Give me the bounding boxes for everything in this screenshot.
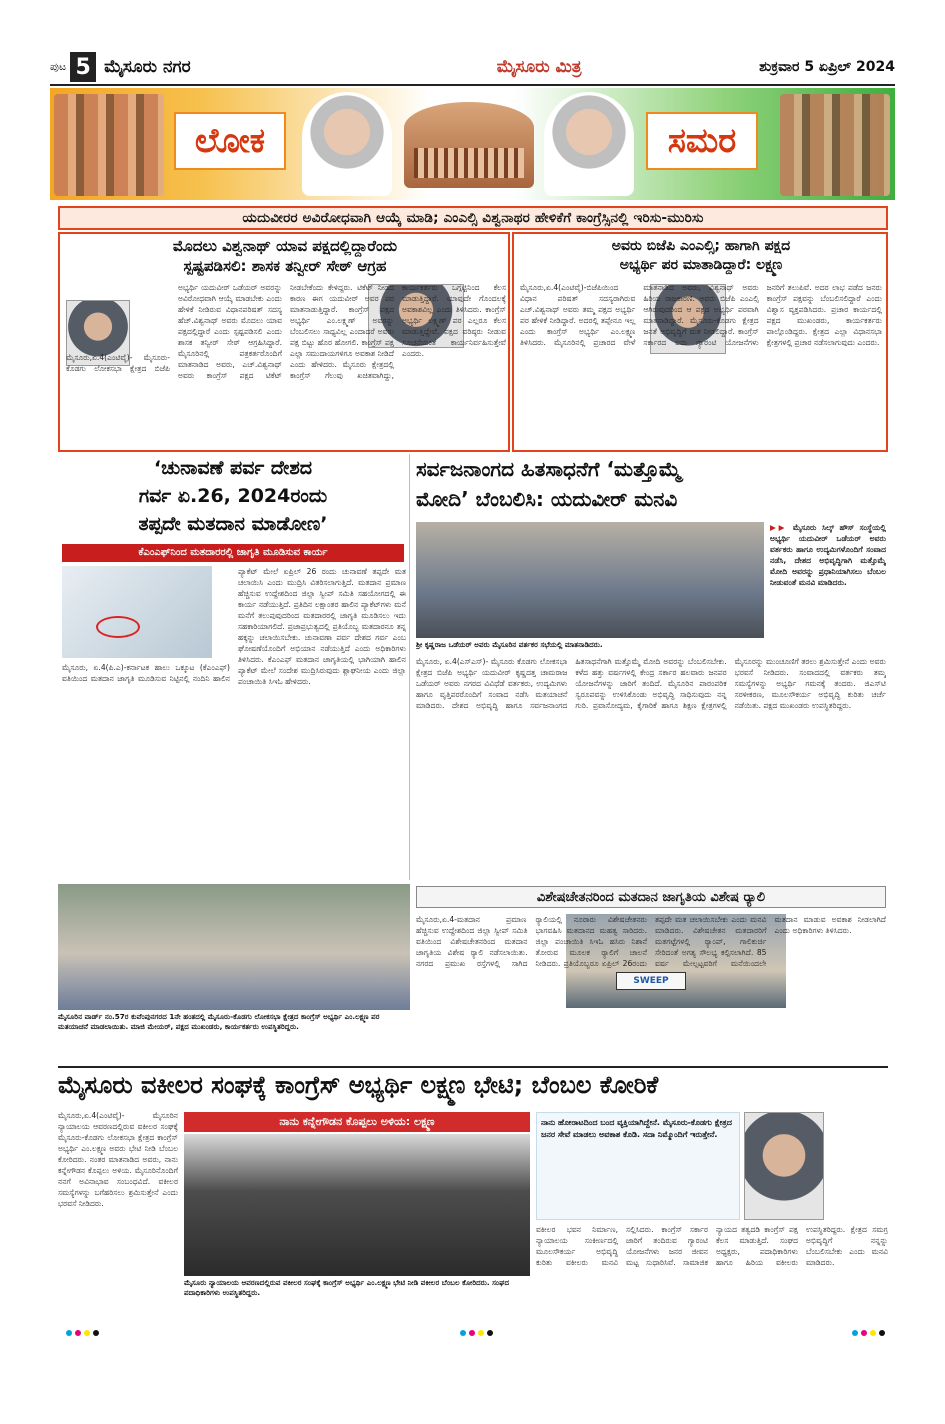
campaign-photo [58,884,410,1010]
story1-body [66,282,506,448]
story1-body-text: ಮೈಸೂರು,ಏ.4(ಎಂಟಿವೈ)- ಮೈಸೂರು-ಕೊಡಗು ಲೋಕಸಭಾ ಕ್ಷೇತ್ರದ ಬಿಜೆಪಿ ಅಭ್ಯರ್ಥಿ ಯದುವೀರ್ ಒಡೆಯರ್ ಅವರನ್ನು ಅವಿರೋಧವಾಗಿ ಆಯ್ಕೆ ಮಾಡಬೇಕು ಎಂದು ಹೇಳಿಕೆ ನೀಡಿರುವ ವಿಧಾನಪರಿಷತ್ ಸದಸ್ಯ ಹೆಚ್.ವಿಶ್ವನಾಥ್ ಅವರು ಮೊದಲು ಯಾವ ಪಕ್ಷದಲ್ಲಿದ್ದಾರೆ ಎಂದು ಸ್ಪಷ್ಟಪಡಿಸಲಿ ಎಂದು ಶಾಸಕ ತನ್ವೀರ್ ಸೇಠ್ ಆಗ್ರಹಿಸಿದ್ದಾರೆ. ಮೈಸೂರಿನಲ್ಲಿ ಪತ್ರಕರ್ತರೊಂದಿಗೆ ಮಾತನಾಡಿದ ಅವರು, ಎಚ್.ವಿಶ್ವನಾಥ್ ಅವರು ಕಾಂಗ್ರೆಸ್ ಪಕ್ಷದ ಟಿಕೆಟ್ ನೀಡಬೇಕೆಂದು ಕೇಳಿದ್ದರು. ಟಿಕೆಟ್ ನೀಡದ ಕಾರಣ ಈಗ ಯದುವೀರ್ ಅವರ ಪರ ಮಾತನಾಡುತ್ತಿದ್ದಾರೆ. ಕಾಂಗ್ರೆಸ್ ಪಕ್ಷದ ಅಭ್ಯರ್ಥಿ ಎಂ.ಲಕ್ಷ್ಮಣ್ ಅವರನ್ನು ಬೆಂಬಲಿಸಲು ಸಾಧ್ಯವಿಲ್ಲ ಎಂದಾದರೆ ಅವರು ಪಕ್ಷ ಬಿಟ್ಟು ಹೊರ ಹೋಗಲಿ. ಕಾಂಗ್ರೆಸ್ ಪಕ್ಷ ಎಲ್ಲಾ ಸಮುದಾಯಗಳಿಗೂ ಅವಕಾಶ ನೀಡಿದೆ ಎಂದು ಹೇಳಿದರು. ಮೈಸೂರು ಕ್ಷೇತ್ರದಲ್ಲಿ ಕಾಂಗ್ರೆಸ್ ಗೆಲುವು ಖಚಿತವಾಗಿದ್ದು, ಕಾರ್ಯಕರ್ತರು ಒಗ್ಗಟ್ಟಿನಿಂದ ಕೆಲಸ ಮಾಡುತ್ತಿದ್ದಾರೆ. ಯಾವುದೇ ಗೊಂದಲಕ್ಕೆ ಅವಕಾಶವಿಲ್ಲ ಎಂದು ತಿಳಿಸಿದರು. ಕಾಂಗ್ರೆಸ್ ಅಭ್ಯರ್ಥಿ ಲಕ್ಷ್ಮಣ್ ಪರ ಎಲ್ಲರೂ ಕೆಲಸ ಮಾಡುತ್ತಿದ್ದೇವೆ. ಪಕ್ಷದ ವರಿಷ್ಠರು ನೀಡುವ ಸೂಚನೆಯಂತೆ ಕಾರ್ಯನಿರ್ವಹಿಸುತ್ತೇವೆ ಎಂದರು. [66,283,506,380]
leader-photo-left [302,92,392,196]
campaign-photo-caption: ಮೈಸೂರಿನ ವಾರ್ಡ್ ನಂ.57ರ ಕುವೆಂಪುನಗರದ 1ನೇ ಹಂತದಲ್ಲಿ ಮೈಸೂರು-ಕೊಡಗು ಲೋಕಸಭಾ ಕ್ಷೇತ್ರದ ಕಾಂಗ್ರೆಸ್ ಅಭ್ಯರ್ಥಿ ಎಂ.ಲಕ್ಷ್ಮಣ ಪರ ಮತಯಾಚನೆ ಮಾಡಲಾಯಿತು. ಮಾಜಿ ಮೇಯರ್, ಪಕ್ಷದ ಮುಖಂಡರು, ಕಾರ್ಯಕರ್ತರು ಉಪಸ್ಥಿತರಿದ್ದರು. [58,1012,380,1032]
story4-headline-line2: ಮೋದಿ’ ಬೆಂಬಲಿಸಿ: ಯದುವೀರ್ ಮನವಿ [416,487,678,511]
story5-headline: ವಿಶೇಷಚೇತನರಿಂದ ಮತದಾನ ಜಾಗೃತಿಯ ವಿಶೇಷ ರ‍್ಯಾಲಿ [416,886,886,908]
story3-body [62,566,406,876]
banner-word-left: ಲೋಕ [174,112,286,170]
story2-body: ಮೈಸೂರು,ಏ.4(ಎಂಟಿವೈ)-ಬಿಜೆಪಿಯಿಂದ ವಿಧಾನ ಪರಿಷತ್ ಸದಸ್ಯರಾಗಿರುವ ಎಚ್.ವಿಶ್ವನಾಥ್ ಅವರು ತಮ್ಮ ಪಕ್ಷದ ಅಭ್ಯರ್ಥಿ ಪರ ಹೇಳಿಕೆ ನೀಡಿದ್ದಾರೆ. ಅದರಲ್ಲಿ ತಪ್ಪೇನೂ ಇಲ್ಲ ಎಂದು ಕಾಂಗ್ರೆಸ್ ಅಭ್ಯರ್ಥಿ ಎಂ.ಲಕ್ಷ್ಮಣ ತಿಳಿಸಿದರು. ಮೈಸೂರಿನಲ್ಲಿ ಪ್ರಚಾರದ ವೇಳೆ ಮಾತನಾಡಿದ ಅವರು, ವಿಶ್ವನಾಥ್ ಅವರು ಹಿರಿಯ ರಾಜಕಾರಣಿ. ಅವರು ಬಿಜೆಪಿ ಎಂಎಲ್ಸಿ ಆಗಿರುವುದರಿಂದ ಆ ಪಕ್ಷದ ಅಭ್ಯರ್ಥಿ ಪರವಾಗಿ ಮಾತನಾಡಿದ್ದಾರೆ. ಮೈಸೂರು-ಕೊಡಗು ಕ್ಷೇತ್ರದ ಜನತೆ ಅಭಿವೃದ್ಧಿಗೆ ಮತ ನೀಡಲಿದ್ದಾರೆ. ಕಾಂಗ್ರೆಸ್ ಸರ್ಕಾರದ ಐದು ಗ್ಯಾರಂಟಿ ಯೋಜನೆಗಳು ಜನರಿಗೆ ತಲುಪಿವೆ. ಅದರ ಲಾಭ ಪಡೆದ ಜನರು ಕಾಂಗ್ರೆಸ್ ಪಕ್ಷವನ್ನು ಬೆಂಬಲಿಸಲಿದ್ದಾರೆ ಎಂದು ವಿಶ್ವಾಸ ವ್ಯಕ್ತಪಡಿಸಿದರು. ಪ್ರಚಾರ ಕಾರ್ಯದಲ್ಲಿ ಪಕ್ಷದ ಮುಖಂಡರು, ಕಾರ್ಯಕರ್ತರು ಪಾಲ್ಗೊಂಡಿದ್ದರು. ಕ್ಷೇತ್ರದ ಎಲ್ಲಾ ವಿಧಾನಸಭಾ ಕ್ಷೇತ್ರಗಳಲ್ಲಿ ಪ್ರಚಾರ ನಡೆಸಲಾಗುವುದು ಎಂದರು. [520,283,882,347]
story-lakshmana-reply [512,232,888,452]
yaduveer-meeting-photo [416,522,764,638]
story4-side-text [770,522,886,638]
newspaper-page [50,50,895,1374]
story5-body [416,914,886,1060]
story2-headline-line2: ಅಭ್ಯರ್ಥಿ ಪರ ಮಾತಾಡಿದ್ದಾರೆ: ಲಕ್ಷ್ಮಣ [619,257,783,273]
story6-headline: ಮೈಸೂರು ವಕೀಲರ ಸಂಘಕ್ಕೆ ಕಾಂಗ್ರೆಸ್ ಅಭ್ಯರ್ಥಿ ಲಕ್ಷ್ಮಣ ಭೇಟಿ; ಬೆಂಬಲ ಕೋರಿಕೆ [58,1071,659,1099]
story4-body: ಮೈಸೂರು, ಏ.4(ಎಸ್‌ಎಸ್)- ಮೈಸೂರು ಕೊಡಗು ಲೋಕಸಭಾ ಕ್ಷೇತ್ರದ ಬಿಜೆಪಿ ಅಭ್ಯರ್ಥಿ ಯದುವೀರ್ ಕೃಷ್ಣದತ್ತ ಚಾಮರಾಜ ಒಡೆಯರ್ ಅವರು ನಗರದ ವಿವಿಧೆಡೆ ವರ್ತಕರು, ಉದ್ಯಮಿಗಳು ಹಾಗೂ ವೃತ್ತಿಪರರೊಂದಿಗೆ ಸಂವಾದ ನಡೆಸಿ ಮತಯಾಚನೆ ಮಾಡಿದರು. ದೇಶದ ಅಭಿವೃದ್ಧಿ ಹಾಗೂ ಸರ್ವಜನಾಂಗದ ಹಿತಸಾಧನೆಗಾಗಿ ಮತ್ತೊಮ್ಮೆ ಮೋದಿ ಅವರನ್ನು ಬೆಂಬಲಿಸಬೇಕು. ಕಳೆದ ಹತ್ತು ವರ್ಷಗಳಲ್ಲಿ ಕೇಂದ್ರ ಸರ್ಕಾರ ಹಲವಾರು ಜನಪರ ಯೋಜನೆಗಳನ್ನು ಜಾರಿಗೆ ತಂದಿದೆ. ಮೈಸೂರಿನ ಪಾರಂಪರಿಕ ಸ್ವರೂಪವನ್ನು ಉಳಿಸಿಕೊಂಡು ಅಭಿವೃದ್ಧಿ ಸಾಧಿಸುವುದು ನನ್ನ ಗುರಿ. ಪ್ರವಾಸೋದ್ಯಮ, ಕೈಗಾರಿಕೆ ಹಾಗೂ ಶಿಕ್ಷಣ ಕ್ಷೇತ್ರಗಳಲ್ಲಿ ಮೈಸೂರನ್ನು ಮುಂಚೂಣಿಗೆ ತರಲು ಶ್ರಮಿಸುತ್ತೇನೆ ಎಂದು ಅವರು ಭರವಸೆ ನೀಡಿದರು. ಸಂವಾದದಲ್ಲಿ ವರ್ತಕರು ತಮ್ಮ ಸಮಸ್ಯೆಗಳನ್ನು ಅಭ್ಯರ್ಥಿ ಗಮನಕ್ಕೆ ತಂದರು. ಜಿಎಸ್‌ಟಿ ಸರಳೀಕರಣ, ಮೂಲಸೌಕರ್ಯ ಅಭಿವೃದ್ಧಿ ಕುರಿತು ಚರ್ಚೆ ನಡೆಯಿತು. ಪಕ್ಷದ ಮುಖಂಡರು ಉಪಸ್ಥಿತರಿದ್ದರು. [416,657,886,710]
story6-caption: ಮೈಸೂರು ನ್ಯಾಯಾಲಯ ಆವರಣದಲ್ಲಿರುವ ವಕೀಲರ ಸಂಘಕ್ಕೆ ಕಾಂಗ್ರೆಸ್ ಅಭ್ಯರ್ಥಿ ಎಂ.ಲಕ್ಷ್ಮಣ ಭೇಟಿ ನೀಡಿ ವಕೀಲರ ಬೆಂಬಲ ಕೋರಿದರು. ಸಂಘದ ಪದಾಧಿಕಾರಿಗಳು ಉಪಸ್ಥಿತರಿದ್ದರು. [184,1278,510,1298]
lok-samar-banner [50,88,895,200]
ribbon-headline: ಯದುವೀರರ ಅವಿರೋಧವಾಗಿ ಆಯ್ಕೆ ಮಾಡಿ; ಎಂಎಲ್ಸಿ ವಿಶ್ವನಾಥರ ಹೇಳಿಕೆಗೆ ಕಾಂಗ್ರೆಸ್ಸಿನಲ್ಲಿ ಇರಿಸು-ಮುರಿಸು [58,206,888,230]
voters-photo-right [780,94,890,196]
story6-body-left: ಮೈಸೂರು,ಏ.4(ಎಂಟಿವೈ)- ಮೈಸೂರಿನ ನ್ಯಾಯಾಲಯ ಆವರಣದಲ್ಲಿರುವ ವಕೀಲರ ಸಂಘಕ್ಕೆ ಮೈಸೂರು-ಕೊಡಗು ಲೋಕಸಭಾ ಕ್ಷೇತ್ರದ ಕಾಂಗ್ರೆಸ್ ಅಭ್ಯರ್ಥಿ ಎಂ.ಲಕ್ಷ್ಮಣ ಅವರು ಭೇಟಿ ನೀಡಿ ಬೆಂಬಲ ಕೋರಿದರು. ನಂತರ ಮಾತನಾಡಿದ ಅವರು, ನಾನು ಕನ್ನೇಗೌಡನ ಕೊಪ್ಪಲು ಅಳಿಯ. ಮೈಸೂರಿನೊಂದಿಗೆ ನನಗೆ ಅವಿನಾಭಾವ ಸಂಬಂಧವಿದೆ. ವಕೀಲರ ಸಮಸ್ಯೆಗಳನ್ನು ಬಗೆಹರಿಸಲು ಶ್ರಮಿಸುತ್ತೇನೆ ಎಂದು ಭರವಸೆ ನೀಡಿದರು. [58,1111,178,1208]
registration-marks-right [852,1330,885,1336]
page-label: ಪುಟ [50,60,67,73]
story6-quote: ನಾನು ಹೋರಾಟದಿಂದ ಬಂದ ವ್ಯಕ್ತಿಯಾಗಿದ್ದೇನೆ. ಮೈಸೂರು-ಕೊಡಗು ಕ್ಷೇತ್ರದ ಜನರ ಸೇವೆ ಮಾಡಲು ಅವಕಾಶ ಕೊಡಿ. ಸದಾ ನಿಮ್ಮೊಂದಿಗೆ ಇರುತ್ತೇನೆ. [541,1118,732,1139]
lawyers-photo [184,1134,530,1276]
issue-date: ಶುಕ್ರವಾರ 5 ಏಪ್ರಿಲ್ 2024 [759,59,895,75]
story6-body-right: ವಕೀಲರ ಭವನ ನಿರ್ಮಾಣ, ನ್ಯಾಯಾಲಯ ಸಂಕೀರ್ಣದಲ್ಲಿ ಮೂಲಸೌಕರ್ಯ ಅಭಿವೃದ್ಧಿ ಕುರಿತು ವಕೀಲರು ಮನವಿ ಸಲ್ಲಿಸಿದರು. ಕಾಂಗ್ರೆಸ್ ಸರ್ಕಾರ ಜಾರಿಗೆ ತಂದಿರುವ ಗ್ಯಾರಂಟಿ ಯೋಜನೆಗಳು ಜನರ ಜೀವನ ಮಟ್ಟ ಸುಧಾರಿಸಿವೆ. ಸಾಮಾಜಿಕ ನ್ಯಾಯದ ತತ್ವದಡಿ ಕಾಂಗ್ರೆಸ್ ಪಕ್ಷ ಕೆಲಸ ಮಾಡುತ್ತಿದೆ. ಸಂಘದ ಅಧ್ಯಕ್ಷರು, ಪದಾಧಿಕಾರಿಗಳು ಹಾಗೂ ಹಿರಿಯ ವಕೀಲರು ಉಪಸ್ಥಿತರಿದ್ದರು. ಕ್ಷೇತ್ರದ ಸಮಗ್ರ ಅಭಿವೃದ್ಧಿಗೆ ನನ್ನನ್ನು ಬೆಂಬಲಿಸಬೇಕು ಎಂದು ಮನವಿ ಮಾಡಿದರು. [536,1225,888,1267]
story4-caption: ಶ್ರೀ ಕೃಷ್ಣರಾಜ ಒಡೆಯರ್ ಅವರು ಮೈಸೂರಿನ ವರ್ತಕರ ಸಭೆಯಲ್ಲಿ ಮಾತನಾಡಿದರು. [416,640,603,649]
story3-headline-line2: ಗರ್ವ ಏ.26, 2024ರಂದು [138,485,328,507]
story2-headline-line1: ಅವರು ಬಿಜೆಪಿ ಎಂಎಲ್ಸಿ; ಹಾಗಾಗಿ ಪಕ್ಷದ [611,238,791,254]
story-kmf-awareness [58,454,410,880]
banner-word-right: ಸಮರ [646,112,758,170]
page-header [50,50,895,86]
sweep-banner: SWEEP [616,972,686,990]
story3-body-text: ಮೈಸೂರು, ಏ.4(ಪಿ.ಎ)-ಕರ್ನಾಟಕ ಹಾಲು ಒಕ್ಕೂಟ (ಕೆಎಂಎಫ್) ವತಿಯಿಂದ ಮತದಾನ ಜಾಗೃತಿ ಮೂಡಿಸುವ ನಿಟ್ಟಿನಲ್ಲಿ ನಂದಿನಿ ಹಾಲಿನ ಪ್ಯಾಕೆಟ್ ಮೇಲೆ ಏಪ್ರಿಲ್ 26 ರಂದು ಚುನಾವಣೆ ತಪ್ಪದೇ ಮತ ಚಲಾಯಿಸಿ ಎಂದು ಮುದ್ರಿಸಿ ವಿತರಿಸಲಾಗುತ್ತಿದೆ. ಮತದಾನ ಪ್ರಮಾಣ ಹೆಚ್ಚಿಸುವ ಉದ್ದೇಶದಿಂದ ಜಿಲ್ಲಾ ಸ್ವೀಪ್ ಸಮಿತಿ ಸಹಯೋಗದಲ್ಲಿ ಈ ಕಾರ್ಯ ನಡೆಯುತ್ತಿದೆ. ಪ್ರತಿದಿನ ಲಕ್ಷಾಂತರ ಹಾಲಿನ ಪ್ಯಾಕೆಟ್‌ಗಳು ಮನೆ ಮನೆಗೆ ತಲುಪುವುದರಿಂದ ಮತದಾರರಲ್ಲಿ ಜಾಗೃತಿ ಮೂಡಿಸಲು ಇದು ಸಹಕಾರಿಯಾಗಲಿದೆ. ಪ್ರಜಾಪ್ರಭುತ್ವದಲ್ಲಿ ಪ್ರತಿಯೊಬ್ಬ ಮತದಾರನೂ ತನ್ನ ಹಕ್ಕನ್ನು ಚಲಾಯಿಸಬೇಕು. ಚುನಾವಣಾ ಪರ್ವ ದೇಶದ ಗರ್ವ ಎಂಬ ಘೋಷಣೆಯೊಂದಿಗೆ ಅಭಿಯಾನ ನಡೆಯುತ್ತಿದೆ ಎಂದು ಅಧಿಕಾರಿಗಳು ತಿಳಿಸಿದರು. ಕೆಎಂಎಫ್ ಮತದಾನ ಜಾಗೃತಿಯಲ್ಲಿ ಭಾಗಿಯಾಗಿ ಹಾಲಿನ ಪ್ಯಾಕೆಟ್ ಮೇಲೆ ಸಂದೇಶ ಮುದ್ರಿಸಿರುವುದು ಶ್ಲಾಘನೀಯ ಎಂದು ಜಿಲ್ಲಾ ಪಂಚಾಯಿತಿ ಸಿಇಓ ಹೇಳಿದರು. [62,567,406,686]
story5-body-text: ಮೈಸೂರು,ಏ.4-ಮತದಾನ ಪ್ರಮಾಣ ಹೆಚ್ಚಿಸುವ ಉದ್ದೇಶದಿಂದ ಜಿಲ್ಲಾ ಸ್ವೀಪ್ ಸಮಿತಿ ವತಿಯಿಂದ ವಿಶೇಷಚೇತನರಿಂದ ಮತದಾನ ಜಾಗೃತಿಯ ವಿಶೇಷ ರ‍್ಯಾಲಿ ನಡೆಸಲಾಯಿತು. ನಗರದ ಪ್ರಮುಖ ರಸ್ತೆಗಳಲ್ಲಿ ಸಾಗಿದ ರ‍್ಯಾಲಿಯಲ್ಲಿ ನೂರಾರು ವಿಶೇಷಚೇತನರು ಭಾಗವಹಿಸಿ ಮತದಾನದ ಮಹತ್ವ ಸಾರಿದರು. ಜಿಲ್ಲಾ ಪಂಚಾಯಿತಿ ಸಿಇಓ ಹಸಿರು ನಿಶಾನೆ ತೋರುವ ಮೂಲಕ ರ‍್ಯಾಲಿಗೆ ಚಾಲನೆ ನೀಡಿದರು. ಪ್ರತಿಯೊಬ್ಬರೂ ಏಪ್ರಿಲ್ 26ರಂದು ತಪ್ಪದೇ ಮತ ಚಲಾಯಿಸಬೇಕು ಎಂದು ಮನವಿ ಮಾಡಿದರು. ವಿಶೇಷಚೇತನ ಮತದಾರರಿಗೆ ಮತಗಟ್ಟೆಗಳಲ್ಲಿ ರ‍್ಯಾಂಪ್, ಗಾಲಿಕುರ್ಚಿ ಸೇರಿದಂತೆ ಅಗತ್ಯ ಸೌಲಭ್ಯ ಕಲ್ಪಿಸಲಾಗಿದೆ. 85 ವರ್ಷ ಮೇಲ್ಪಟ್ಟವರಿಗೆ ಮನೆಯಿಂದಲೇ ಮತದಾನ ಮಾಡುವ ಅವಕಾಶ ನೀಡಲಾಗಿದೆ ಎಂದು ಅಧಿಕಾರಿಗಳು ತಿಳಿಸಿದರು. [416,915,886,968]
story6-subhead: ನಾನು ಕನ್ನೇಗೌಡನ ಕೊಪ್ಪಲು ಅಳಿಯ: ಲಕ್ಷ್ಮಣ [184,1112,530,1132]
story1-headline-line2: ಸ್ಪಷ್ಟಪಡಿಸಲಿ: ಶಾಸಕ ತನ್ವೀರ್ ಸೇಠ್ ಆಗ್ರಹ [183,257,387,275]
lakshmana-portrait [744,1112,824,1220]
story-disabled-rally [414,886,888,1062]
story-vishwanath [58,232,510,452]
story3-headline-line1: ‘ಚುನಾವಣೆ ಪರ್ವ ದೇಶದ [153,457,313,479]
masthead: ಮೈಸೂರು ಮಿತ್ರ [496,57,582,77]
leader-photo-right [544,92,634,196]
story4-side-text-body: ಮೈಸೂರು ಸಿಲ್ಕ್ ಹೌಸ್ ಸಂಸ್ಥೆಯಲ್ಲಿ ಅಭ್ಯರ್ಥಿ ಯದುವೀರ್ ಒಡೆಯರ್ ಅವರು ವರ್ತಕರು ಹಾಗೂ ಉದ್ಯಮಿಗಳೊಂದಿಗೆ ಸಂವಾದ ನಡೆಸಿ, ದೇಶದ ಅಭಿವೃದ್ಧಿಗಾಗಿ ಮತ್ತೊಮ್ಮೆ ಮೋದಿ ಅವರನ್ನು ಪ್ರಧಾನಿಯಾಗಿಸಲು ಬೆಂಬಲ ನೀಡುವಂತೆ ಮನವಿ ಮಾಡಿದರು. [770,523,886,587]
play-arrow-icon: ▶▶ [770,523,793,532]
parliament-image [404,102,534,188]
section-title: ಮೈಸೂರು ನಗರ [104,57,191,77]
story3-subhead: ಕೆಎಂಎಫ್‌ನಿಂದ ಮತದಾರರಲ್ಲಿ ಜಾಗೃತಿ ಮೂಡಿಸುವ ಕಾರ್ಯ [62,544,404,562]
registration-marks-center [460,1330,493,1336]
page-number: 5 [70,52,96,82]
voters-photo-left [54,94,164,196]
story3-headline-line3: ತಪ್ಪದೇ ಮತದಾನ ಮಾಡೋಣ’ [138,513,328,535]
story6-quote-box [536,1112,740,1220]
story-yaduveer [414,454,888,884]
story4-headline-line1: ಸರ್ವಜನಾಂಗದ ಹಿತಸಾಧನೆಗೆ ‘ಮತ್ತೊಮ್ಮೆ [416,457,682,481]
story1-headline-line1: ಮೊದಲು ವಿಶ್ವನಾಥ್ ಯಾವ ಪಕ್ಷದಲ್ಲಿದ್ದಾರೆಂದು [172,237,398,255]
story-lawyers-association [58,1066,888,1370]
registration-marks-left [66,1330,99,1336]
